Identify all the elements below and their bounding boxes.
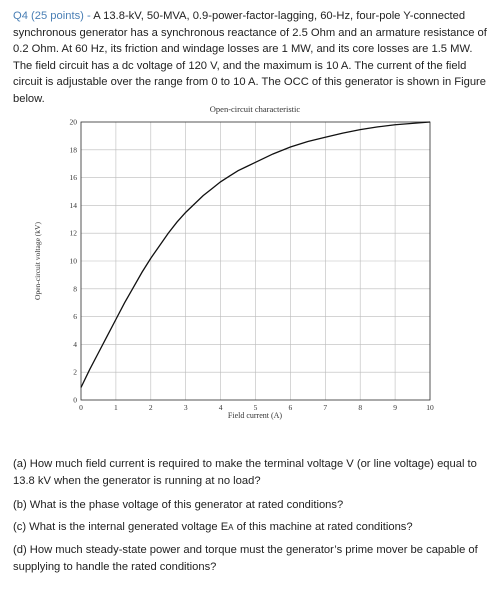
x-axis-label: Field current (A) <box>227 411 283 420</box>
y-tick-label: 18 <box>69 145 77 155</box>
y-tick-label: 20 <box>69 117 77 127</box>
question-c <box>13 519 489 537</box>
y-tick-labels <box>70 118 78 405</box>
x-tick-label: 6 <box>288 403 293 412</box>
y-tick-label: 4 <box>73 339 77 349</box>
occ-chart <box>0 98 500 428</box>
chart-grid <box>81 122 430 400</box>
x-tick-label: 1 <box>114 403 118 412</box>
question-c-text-end: of this machine at rated conditions? <box>233 521 413 533</box>
y-tick-label: 8 <box>73 284 77 294</box>
x-tick-label: 10 <box>426 403 434 412</box>
x-tick-label: 5 <box>253 403 258 412</box>
y-tick-label: 0 <box>73 395 77 405</box>
y-tick-label: 2 <box>73 367 77 377</box>
question-c-subscript: A <box>228 523 234 532</box>
x-tick-label: 3 <box>183 403 188 412</box>
y-tick-label: 6 <box>73 312 77 322</box>
y-tick-label: 10 <box>69 256 77 266</box>
question-intro <box>13 8 489 107</box>
question-text: A 13.8-kV, 50-MVA, 0.9-power-factor-lagging, 60-Hz, four-pole Y-connected synchronous generator has a synchronous reactance of 2.5 Ohm and an armature resistance of 0.2 Ohm. At 60 Hz, its friction and windage losses are 1 MW, and its core losses are 1.5 MW. The field circuit has a dc voltage of 120 V, and the maximum is 10 A. The current of the field circuit is adjustable over the range from 0 to 10 A. The OCC of this generator is shown in Figure below. <box>13 10 487 105</box>
x-tick-label: 7 <box>323 403 328 412</box>
question-a: (a) How much field current is required to make the terminal voltage V (or line voltage) equal to 13.8 kV when the generator is running at no load? <box>13 458 477 487</box>
x-tick-label: 0 <box>79 403 83 412</box>
y-tick-label: 12 <box>69 228 77 238</box>
question-number: Q4 (25 points) <box>13 10 84 22</box>
y-tick-label: 14 <box>69 200 77 210</box>
question-d: (d) How much steady-state power and torque must the generator’s prime mover be capable of supplying to handle the rated conditions? <box>13 544 478 573</box>
x-tick-label: 9 <box>393 403 397 412</box>
chart-title: Open-circuit characteristic <box>209 104 301 114</box>
x-tick-label: 8 <box>358 403 363 412</box>
x-tick-label: 4 <box>218 403 223 412</box>
x-tick-label: 2 <box>148 403 153 412</box>
question-b: (b) What is the phase voltage of this generator at rated conditions? <box>13 499 344 511</box>
y-tick-label: 16 <box>69 173 77 183</box>
question-c-text: (c) What is the internal generated voltage E <box>13 521 229 533</box>
question-separator: - <box>83 10 94 22</box>
y-axis-label: Open-circuit voltage (kV) <box>33 222 42 300</box>
